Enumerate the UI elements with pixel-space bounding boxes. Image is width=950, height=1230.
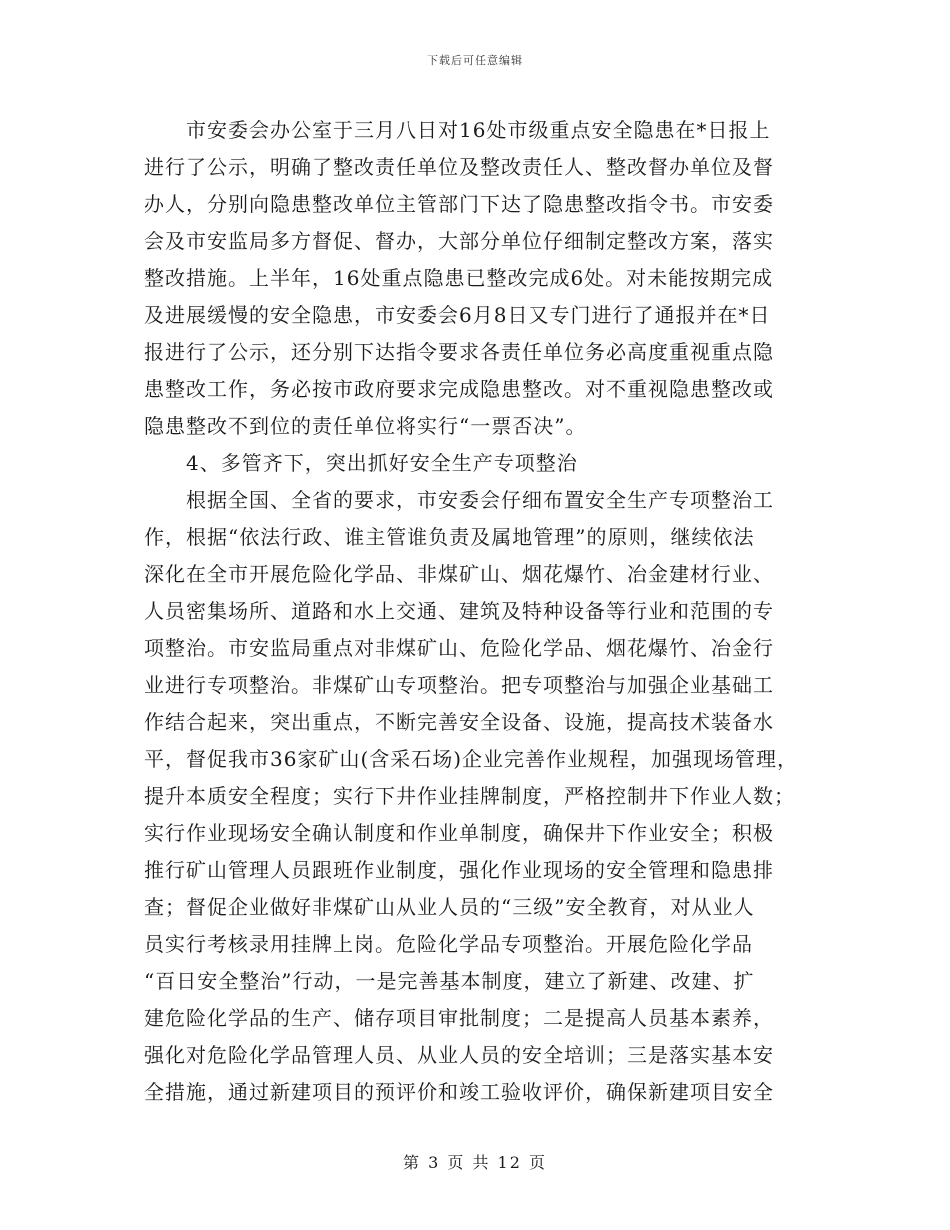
- paragraph-line: 深化在全市开展危险化学品、非煤矿山、烟花爆竹、冶金建材行业、: [144, 562, 774, 586]
- paragraph-line: 办人，分别向隐患整改单位主管部门下达了隐患整改指令书。市安委: [144, 192, 774, 216]
- paragraph-line: 平，督促我市36家矿山(含采石场)企业完善作业规程，加强现场管理，: [144, 747, 799, 771]
- paragraph-line: 作结合起来，突出重点，不断完善安全设备、设施，提高技术装备水: [144, 710, 774, 734]
- paragraph-line: 强化对危险化学品管理人员、从业人员的安全培训；三是落实基本安: [144, 1043, 774, 1067]
- paragraph-line: 市安委会办公室于三月八日对16处市级重点安全隐患在*日报上: [186, 118, 771, 142]
- paragraph-line: 提升本质安全程度；实行下井作业挂牌制度，严格控制井下作业人数；: [144, 784, 795, 808]
- paragraph-line: 实行作业现场安全确认制度和作业单制度，确保井下作业安全；积极: [144, 821, 774, 845]
- paragraph-line: 作，根据“依法行政、谁主管谁负责及属地管理”的原则，继续依法: [144, 525, 755, 549]
- paragraph-line: “百日安全整治”行动，一是完善基本制度，建立了新建、改建、扩: [144, 969, 755, 993]
- paragraph-line: 员实行考核录用挂牌上岗。危险化学品专项整治。开展危险化学品: [144, 932, 753, 956]
- paragraph-line: 业进行专项整治。非煤矿山专项整治。把专项整治与加强企业基础工: [144, 673, 774, 697]
- paragraph-line: 隐患整改不到位的责任单位将实行“一票否决”。: [144, 414, 587, 438]
- page-header-note: 下载后可任意编辑: [427, 54, 523, 67]
- paragraph-line: 进行了公示，明确了整改责任单位及整改责任人、整改督办单位及督: [144, 155, 774, 179]
- paragraph-line: 根据全国、全省的要求，市安委会仔细布置安全生产专项整治工: [186, 488, 774, 512]
- paragraph-line: 人员密集场所、道路和水上交通、建筑及特种设备等行业和范围的专: [144, 599, 774, 623]
- paragraph-line: 会及市安监局多方督促、督办，大部分单位仔细制定整改方案，落实: [144, 229, 774, 253]
- paragraph-line: 建危险化学品的生产、储存项目审批制度；二是提高人员基本素养，: [144, 1006, 774, 1030]
- paragraph-line: 患整改工作，务必按市政府要求完成隐患整改。对不重视隐患整改或: [144, 377, 774, 401]
- paragraph-line: 报进行了公示，还分别下达指令要求各责任单位务必高度重视重点隐: [144, 340, 774, 364]
- paragraph-line: 推行矿山管理人员跟班作业制度，强化作业现场的安全管理和隐患排: [144, 858, 774, 882]
- document-body: [144, 112, 816, 1111]
- section-heading: 4、多管齐下，突出抓好安全生产专项整治: [186, 451, 578, 475]
- paragraph-line: 整改措施。上半年，16处重点隐患已整改完成6处。对未能按期完成: [144, 266, 774, 290]
- paragraph-line: 及进展缓慢的安全隐患，市安委会6月8日又专门进行了通报并在*日: [144, 303, 771, 327]
- paragraph-line: 查；督促企业做好非煤矿山从业人员的“三级”安全教育，对从业人: [144, 895, 755, 919]
- paragraph-line: 全措施，通过新建项目的预评价和竣工验收评价，确保新建项目安全: [144, 1080, 774, 1104]
- paragraph-line: 项整治。市安监局重点对非煤矿山、危险化学品、烟花爆竹、冶金行: [144, 636, 774, 660]
- page-number-footer: 第 3 页 共 12 页: [403, 1153, 547, 1172]
